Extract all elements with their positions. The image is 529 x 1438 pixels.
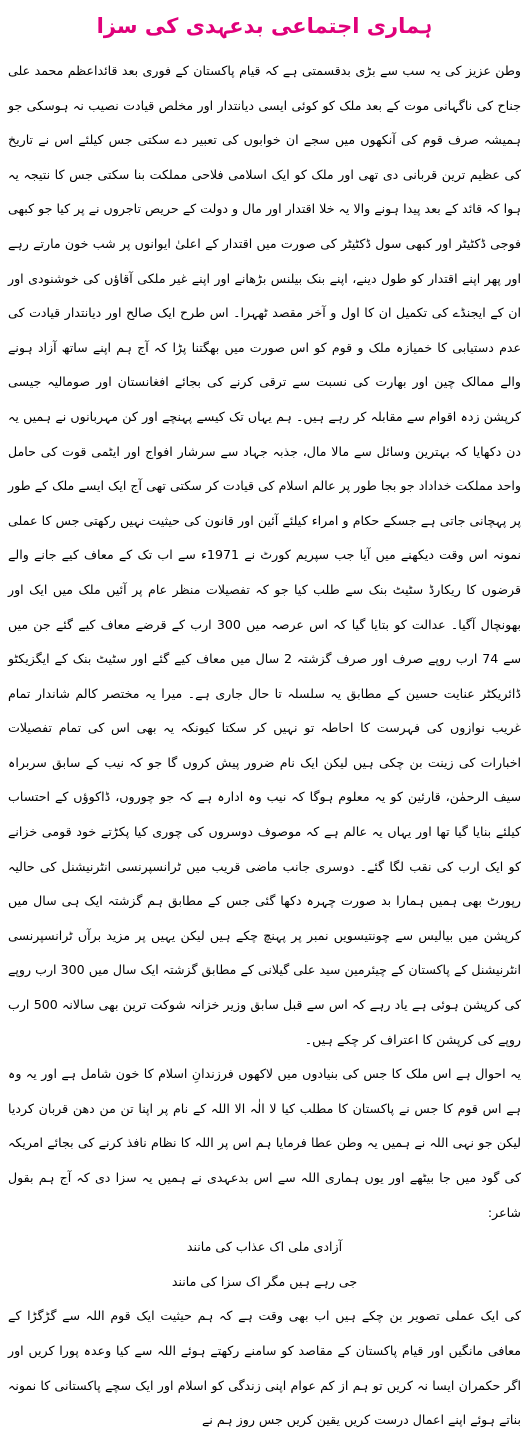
poem-verse-line-1: آزادی ملی اک عذاب کی مانند: [186, 1239, 343, 1255]
poem-verse-line-2: جی رہے ہیں مگر اک سزا کی مانند: [171, 1273, 358, 1289]
article-body: [8, 54, 521, 1438]
article-closing-paragraph: کی ایک عملی تصویر بن چکے ہیں اب بھی وقت ہے کہ ہم حیثیت ایک قوم اللہ سے گڑگڑا کے معافی مانگیں اور قیام پاکستان کے مقاصد کو سامنے رکھتے ہوئے اللہ سے کیا وعدہ پورا کریں اور اگر حکمران ایسا نہ کریں تو ہم از کم عوام اپنی زندگی کو اسلام اور ایک سچے پاکستانی کا نمونہ بناتے ہوئے اپنے اعمال درست کریں یقین کریں جس روز ہم نے: [8, 1308, 521, 1428]
article-paragraph-1: وطن عزیز کی یہ سب سے بڑی بدقسمتی ہے کہ قیام پاکستان کے فوری بعد قائداعظم محمد علی جناح کی ناگہانی موت کے بعد ملک کو کوئی ایسی دیانتدار اور مخلص قیادت نصیب نہ ہوسکی جو ہمیشہ صرف قوم کی آنکھوں میں سجے ان خوابوں کی تعبیر دے سکتی جس کیلئے اس نے تاریخ کی عظیم ترین قربانی دی تھی اور ملک کو ایک اسلامی فلاحی مملکت بنا سکتی جس کا نتیجہ یہ ہوا کہ قائد کے بعد پیدا ہونے والا یہ خلا اقتدار اور مال و دولت کے حریص تاجروں نے پر کیا جو کبھی فوجی ڈکٹیٹر اور کبھی سول ڈکٹیٹر کی صورت میں اقتدار کے اعلیٰ ایوانوں پر شب خون مارتے رہے اور پھر اپنے اقتدار کو طول دینے، اپنے بنک بیلنس بڑھانے اور اپنے غیر ملکی آقاؤں کی خوشنودی اور ان کے ایجنڈے کی تکمیل ان کا اول و آخر مقصد ٹھہرا۔ اس طرح ایک صالح اور دیانتدار قیادت کی عدم دستیابی کا خمیازہ ملک و قوم کو اس صورت میں بھگتنا پڑا کہ آج ہم اپنے ساتھ آزاد ہونے والے ممالک چین اور بھارت کی نسبت سے ترقی کرنے کی بجائے افغانستان اور صومالیہ جیسی کرپشن زدہ اقوام سے مقابلہ کر رہے ہیں۔ ہم یہاں تک کیسے پہنچے اور کن مہربانوں نے ہمیں یہ دن دکھایا کہ بہترین وسائل سے مالا مال، جذبہ جہاد سے سرشار افواج اور ایٹمی قوت کی حامل واحد مملکت خداداد جو بجا طور پر عالم اسلام کی قیادت کر سکتی تھی آج ایک ایسے ملک کے طور پر پہچانی جاتی ہے جسکے حکام و امراء کیلئے آئین اور قانون کی حیثیت نہیں رکھتی جس کا عملی نمونہ اس وقت دیکھنے میں آیا جب سپریم کورٹ نے 1971ء سے اب تک کے معاف کیے جانے والے قرضوں کا ریکارڈ سٹیٹ بنک سے طلب کیا جو کہ تفصیلات منظر عام پر آئیں ملک میں ایک اور بھونچال آگیا۔ عدالت کو بتایا گیا کہ اس عرصہ میں 300 ارب کے قرضے معاف کیے گئے جن میں سے 74 ارب روپے صرف اور صرف گزشتہ 2 سال میں معاف کیے گئے اور سٹیٹ بنک کے ایگزیکٹو ڈائریکٹر عنایت حسین کے مطابق یہ سلسلہ تا حال جاری ہے۔ میرا یہ مختصر کالم شاندار تمام غریب نوازوں کی فہرست کا احاطہ تو نہیں کر سکتا کیونکہ یہ بھی اس کی تمام تفصیلات اخبارات کی زینت بن چکی ہیں لیکن ایک نام ضرور پیش کروں گا جو کہ نیب کے سابق سربراہ سیف الرحمٰن، قارئین کو یہ معلوم ہوگا کہ نیب وہ ادارہ ہے کہ جو چوروں، ڈاکوؤں کے احتساب کیلئے بنایا گیا تھا اور یہاں یہ عالم ہے کہ موصوف دوسروں کی چوری کیا پکڑتے خود قومی خزانے کو ایک ارب کی نقب لگا گئے۔ دوسری جانب ماضی قریب میں ٹرانسپرنسی انٹرنیشنل کی حالیہ رپورٹ بھی ہمیں ہمارا بد صورت چہرہ دکھا گئی جس کے مطابق ہم گزشتہ ایک ہی سال میں کرپشن میں بیالیس سے چونتیسویں نمبر پر پہنچ چکے ہیں لیکن یہیں پر مزید برآں ٹرانسپرنسی انٹرنیشنل کے پاکستان کے چیئرمین سید علی گیلانی کے مطابق گزشتہ ایک سال میں 300 ارب روپے کی کرپشن ہوئی ہے یاد رہے کہ اس سے قبل سابق وزیر خزانہ شوکت ترین بھی سالانہ 500 ارب روپے کی کرپشن کا اعتراف کر چکے ہیں۔: [8, 63, 522, 1047]
article-paragraph-2: یہ احوال ہے اس ملک کا جس کی بنیادوں میں لاکھوں فرزندانِ اسلام کا خون شامل ہے اور یہ وہ ہے اس قوم کا جس نے پاکستان کا مطلب کیا لا الٰہ الا اللہ کے نام پر اپنا تن من دھن قربان کردیا لیکن جو نہی اللہ نے ہمیں یہ وطن عطا فرمایا ہم اس پر اللہ کا نظام نافذ کرنے کی بجائے امریکہ کی گود میں جا بیٹھے اور یوں ہماری اللہ سے اس بدعہدی نے ہمیں یہ سزا دی کہ آج ہم بقول شاعر:: [8, 1066, 521, 1220]
article-title: ہماری اجتماعی بدعہدی کی سزا: [96, 14, 433, 38]
